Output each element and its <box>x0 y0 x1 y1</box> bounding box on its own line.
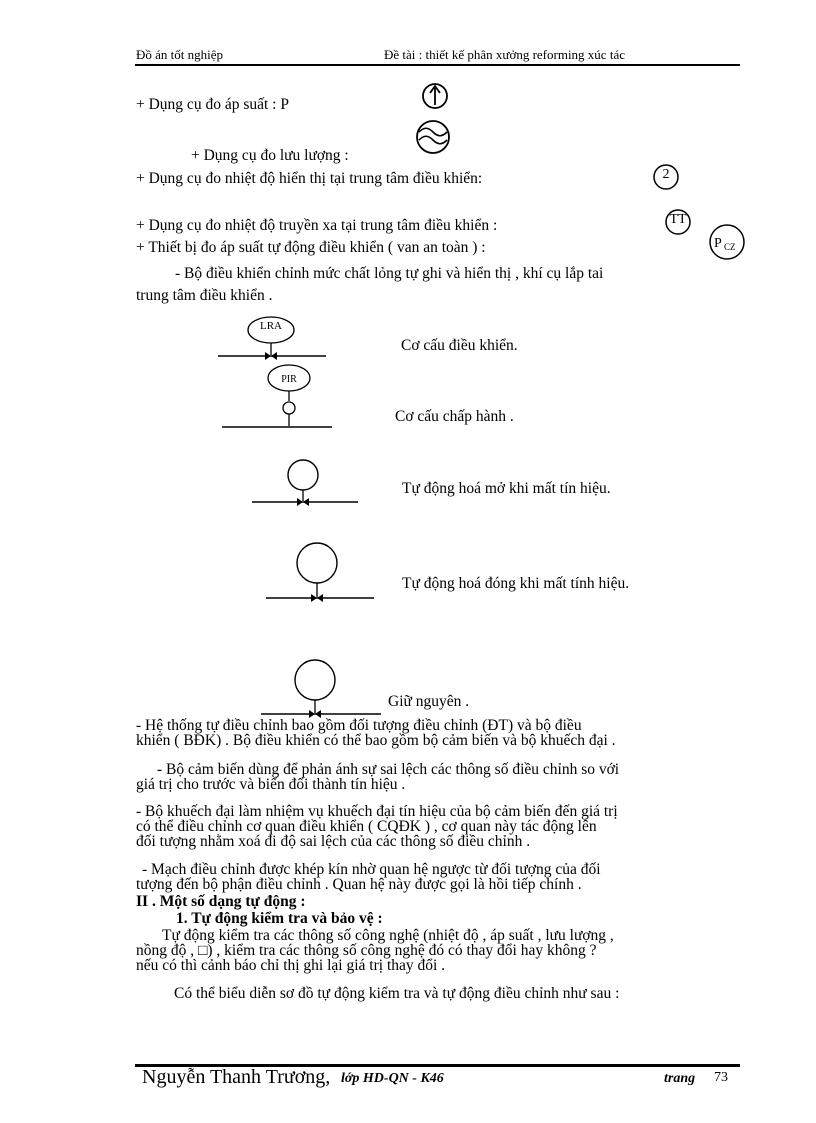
paragraph-2 <box>136 762 739 792</box>
footer-page-number: 73 <box>714 1070 728 1085</box>
safety-valve-icon <box>705 225 749 261</box>
section-subtitle: 1. Tự động kiểm tra và bảo vệ : <box>176 910 383 927</box>
header-right: Đề tài : thiết kế phân xưởng reforming xúc tác <box>384 47 625 62</box>
instrument-temp-remote-label: + Dụng cụ đo nhiệt độ truyền xa tại trung tâm điều khiển : <box>136 217 498 234</box>
controller-para-line2: trung tâm điều khiển . <box>136 287 273 304</box>
temp-display-symbol-text: 2 <box>662 167 670 182</box>
paragraph-4 <box>136 862 739 892</box>
fail-hold-symbol <box>259 659 384 724</box>
paragraph-3-line2: có thể điều chỉnh cơ quan điều khiển ( CQĐK ) , cơ quan này tác động lên <box>136 818 597 835</box>
temp-display-icon <box>650 162 682 192</box>
paragraph-1-line2: khiển ( BĐK) . Bộ điều khiển có thể bao gồm bộ cảm biến và bộ khuếch đại . <box>136 732 616 749</box>
lra-control-symbol <box>216 315 336 365</box>
lra-text: LRA <box>260 320 282 332</box>
fail-closed-symbol <box>264 541 379 606</box>
instrument-temp-display-label: + Dụng cụ đo nhiệt độ hiển thị tại trung tâm điều khiển: <box>136 170 483 187</box>
section-body <box>136 928 739 973</box>
header-left: Đồ án tốt nghiệp <box>136 47 224 62</box>
temp-remote-symbol-text: TT <box>669 212 687 227</box>
paragraph-2-line2: giá trị cho trước và biến đổi thành tín hiệu . <box>136 776 406 793</box>
pir-text: PIR <box>281 374 297 385</box>
paragraph-3-line3: đối tượng nhằm xoá đi độ sai lệch của các thông số điều chỉnh . <box>136 833 531 850</box>
paragraph-3 <box>136 804 739 849</box>
footer-class: lớp HD-QN - K46 <box>341 1071 444 1086</box>
section-body-line4: Có thể biểu diễn sơ đồ tự động kiểm tra và tự động điều chỉnh như sau : <box>174 985 620 1002</box>
fail-open-symbol <box>250 460 360 510</box>
instrument-pressure-label: + Dụng cụ đo áp suất : P <box>136 96 289 113</box>
paragraph-1-line1: - Hệ thống tự điều chỉnh bao gồm đối tượng điều chỉnh (ĐT) và bộ điều <box>136 717 582 734</box>
paragraph-1 <box>136 718 739 748</box>
instrument-safety-valve-label: + Thiết bị đo áp suất tự động điều khiển ( van an toàn ) : <box>136 239 486 256</box>
pir-actuator-symbol <box>222 363 332 433</box>
temp-remote-icon <box>663 208 695 238</box>
section-body-line1: Tự động kiểm tra các thông số công nghệ (nhiệt độ , áp suất , lưu lượng , <box>162 927 614 944</box>
caption-actuator: Cơ cấu chấp hành . <box>395 408 514 425</box>
safety-valve-symbol-text: P <box>714 236 722 251</box>
section-title: II . Một số dạng tự động : <box>136 893 306 910</box>
section-body-line2: nồng độ , □) , kiểm tra các thông số công nghệ đó có thay đổi hay không ? <box>136 942 597 959</box>
section-body-line3: nếu có thì cảnh báo chỉ thị ghi lại giá trị thay đổi . <box>136 957 446 974</box>
footer-author: Nguyễn Thanh Trương, <box>142 1066 331 1088</box>
paragraph-4-line2: tượng đến bộ phận điều chỉnh . Quan hệ này được gọi là hồi tiếp chính . <box>136 876 582 893</box>
header-rule <box>135 64 740 66</box>
caption-fail-hold: Giữ nguyên . <box>388 693 470 710</box>
flow-meter-icon <box>414 118 452 156</box>
paragraph-3-line1: - Bộ khuếch đại làm nhiệm vụ khuếch đại tín hiệu của bộ cảm biến đến giá trị <box>136 803 618 820</box>
controller-para-line1: - Bộ điều khiển chỉnh mức chất lỏng tự ghi và hiển thị , khí cụ lắp tai <box>175 265 604 282</box>
caption-control-mechanism: Cơ cấu điều khiển. <box>401 337 518 354</box>
paragraph-2-line1: - Bộ cảm biến dùng để phản ánh sự sai lệch các thông số điều chỉnh so với <box>157 761 620 778</box>
pressure-gauge-icon <box>420 81 450 111</box>
safety-valve-symbol-sub: CZ <box>724 242 736 252</box>
instrument-flow-label: + Dụng cụ đo lưu lượng : <box>191 147 349 164</box>
paragraph-4-line1: - Mạch điều chỉnh được khép kín nhờ quan hệ ngược từ đối tượng của đối <box>142 861 601 878</box>
footer-page-label: trang <box>664 1071 696 1086</box>
caption-fail-open: Tự động hoá mở khi mất tín hiệu. <box>402 480 611 497</box>
caption-fail-closed: Tự động hoá đóng khi mất tính hiệu. <box>402 575 630 592</box>
